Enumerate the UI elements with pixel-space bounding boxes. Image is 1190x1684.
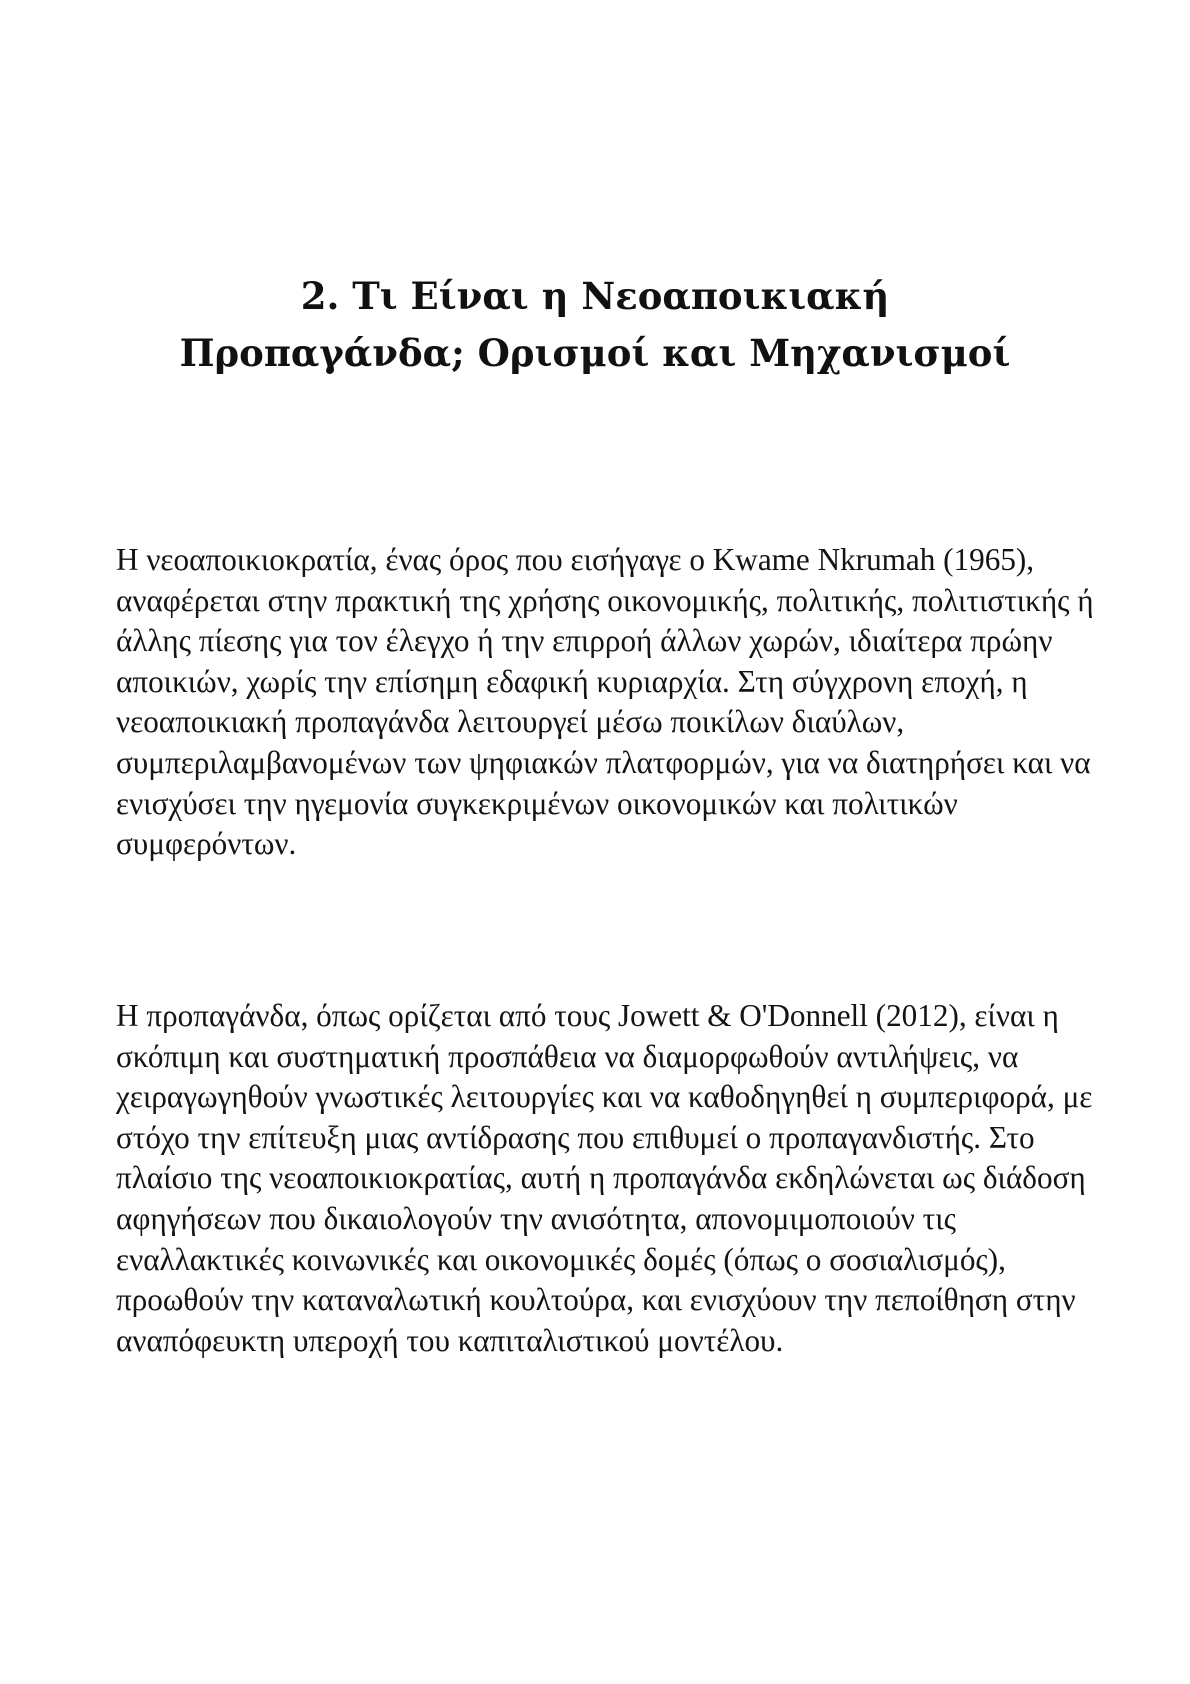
chapter-title-line-2: Προπαγάνδα; Ορισμοί και Μηχανισμοί bbox=[179, 331, 1011, 375]
body-paragraph-neocolonialism: Η νεοαποικιοκρατία, ένας όρος που εισήγαγε ο Kwame Nkrumah (1965), αναφέρεται στην πρακτική της χρήσης οικονομικής, πολιτικής, πολιτιστικής ή άλλης πίεσης για τον έλεγχο ή την επιρροή άλλων χωρών, ιδιαίτερα πρώην αποικιών, χωρίς την επίσημη εδαφική κυριαρχία. Στη σύγχρονη εποχή, η νεοαποικιακή προπαγάνδα λειτουργεί μέσω ποικίλων διαύλων, συμπεριλαμβανομένων των ψηφιακών πλατφορμών, για να διατηρήσει και να ενισχύσει την ηγεμονία συγκεκριμένων οικονομικών και πολιτικών συμφερόντων. bbox=[116, 542, 1094, 862]
chapter-title-line-1: 2. Τι Είναι η Νεοαποικιακή bbox=[300, 274, 890, 318]
chapter-title bbox=[100, 268, 1090, 382]
body-paragraph-propaganda: Η προπαγάνδα, όπως ορίζεται από τους Jowett & O'Donnell (2012), είναι η σκόπιμη και συστηματική προσπάθεια να διαμορφωθούν αντιλήψεις, να χειραγωγηθούν γνωστικές λειτουργίες και να καθοδηγηθεί η συμπεριφορά, με στόχο την επίτευξη μιας αντίδρασης που επιθυμεί ο προπαγανδιστής. Στο πλαίσιο της νεοαποικιοκρατίας, αυτή η προπαγάνδα εκδηλώνεται ως διάδοση αφηγήσεων που δικαιολογούν την ανισότητα, απονομιμοποιούν τις εναλλακτικές κοινωνικές και οικονομικές δομές (όπως ο σοσιαλισμός), προωθούν την καταναλωτική κουλτούρα, και ενισχύουν την πεποίθηση στην αναπόφευκτη υπεροχή του καπιταλιστικού μοντέλου. bbox=[116, 998, 1093, 1358]
